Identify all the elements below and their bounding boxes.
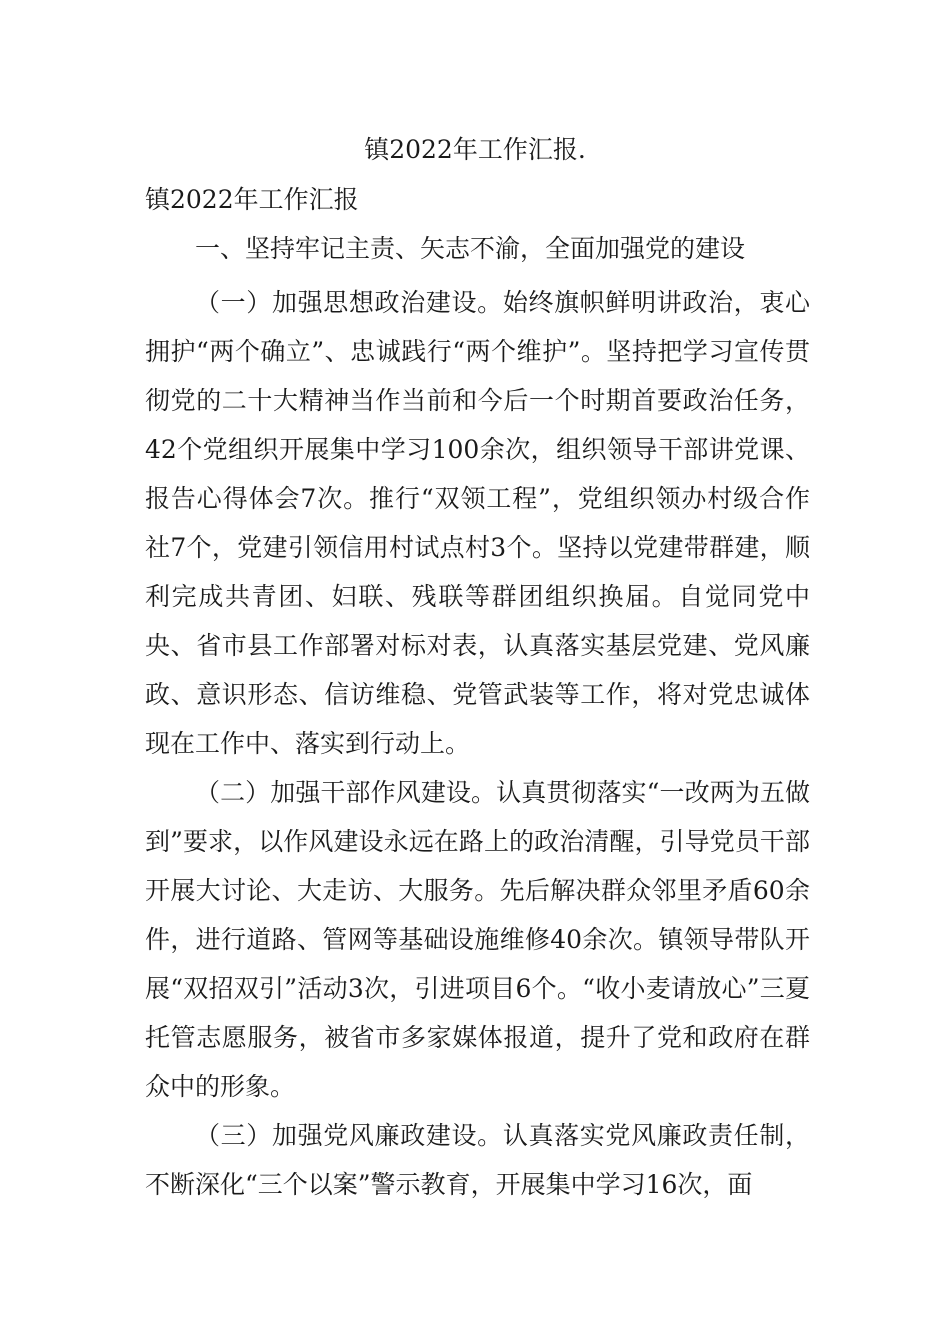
document-title: 镇2022年工作汇报.	[364, 135, 586, 164]
paragraph-ideological-building: （一）加强思想政治建设。始终旗帜鲜明讲政治，衷心拥护“两个确立”、忠诚践行“两个维护”。坚持把学习宣传贯彻党的二十大精神当作当前和今后一个时期首要政治任务，42个党组织开展集中学习100余次，组织领导干部讲党课、报告心得体会7次。推行“双领工程”，党组织领办村级合作社7个，党建引领信用村试点村3个。坚持以党建带群建，顺利完成共青团、妇联、残联等群团组织换届。自觉同党中央、省市县工作部署对标对表，认真落实基层党建、党风廉政、意识形态、信访维稳、党管武装等工作，将对党忠诚体现在工作中、落实到行动上。	[145, 288, 810, 758]
section-heading: 一、坚持牢记主责、矢志不渝，全面加强党的建设	[195, 234, 746, 263]
paragraph-cadre-style-building: （二）加强干部作风建设。认真贯彻落实“一改两为五做到”要求，以作风建设永远在路上的政治清醒，引导党员干部开展大讨论、大走访、大服务。先后解决群众邻里矛盾60余件，进行道路、管网等基础设施维修40余次。镇领导带队开展“双招双引”活动3次，引进项目6个。“收小麦请放心”三夏托管志愿服务，被省市多家媒体报道，提升了党和政府在群众中的形象。	[145, 778, 810, 1101]
paragraph-integrity-building: （三）加强党风廉政建设。认真落实党风廉政责任制，不断深化“三个以案”警示教育，开展集中学习16次，面	[145, 1121, 810, 1199]
document-body	[145, 278, 810, 1209]
document-subtitle: 镇2022年工作汇报	[145, 185, 359, 214]
